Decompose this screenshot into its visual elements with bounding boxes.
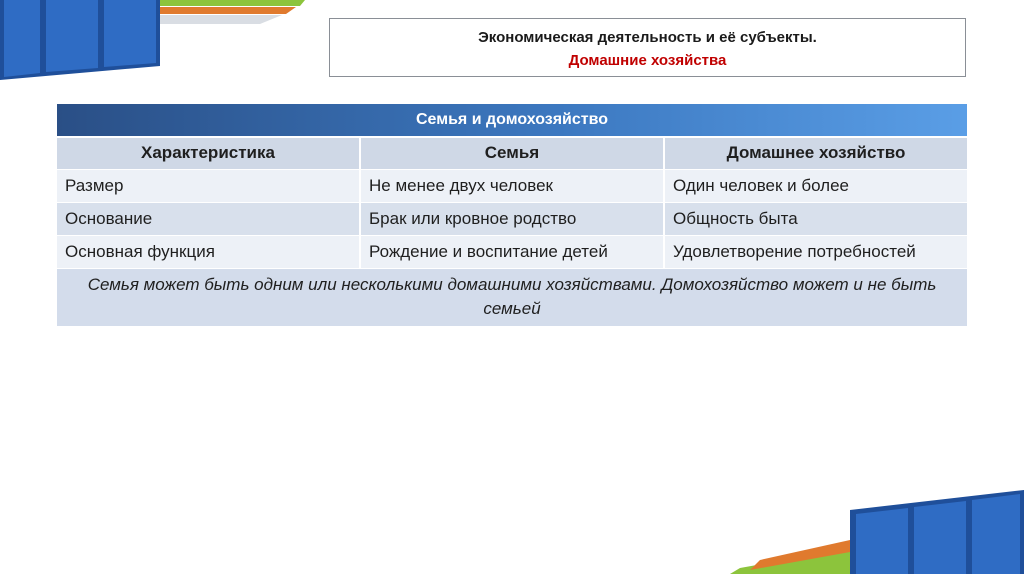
- table-header-row: [57, 137, 967, 169]
- decorative-panels-bottom-right: [700, 488, 1024, 574]
- slide-title-box: [329, 18, 966, 77]
- slide-subtitle: Домашние хозяйства: [568, 52, 727, 69]
- column-header: Домашнее хозяйство: [664, 137, 967, 169]
- table-cell: Удовлетворение потребностей: [664, 235, 967, 268]
- table-banner: Семья и домохозяйство: [57, 104, 967, 137]
- table-cell: Не менее двух человек: [360, 169, 664, 202]
- table-cell: Один человек и более: [664, 169, 967, 202]
- slide-title: Экономическая деятельность и её субъекты.: [478, 29, 817, 46]
- table-cell: Основание: [57, 202, 360, 235]
- table-cell: Основная функция: [57, 235, 360, 268]
- table-cell: Рождение и воспитание детей: [360, 235, 664, 268]
- comparison-table: [57, 104, 967, 326]
- table-cell: Общность быта: [664, 202, 967, 235]
- decorative-panels-top-left: [0, 0, 310, 82]
- table-note-row: [57, 268, 967, 326]
- table-banner-row: [57, 104, 967, 137]
- table-cell: Брак или кровное родство: [360, 202, 664, 235]
- table-cell: Размер: [57, 169, 360, 202]
- table-note: Семья может быть одним или несколькими домашними хозяйствами. Домохозяйство может и не быть семьей: [57, 268, 967, 326]
- table-row: [57, 169, 967, 202]
- table-row: [57, 202, 967, 235]
- column-header: Семья: [360, 137, 664, 169]
- table-row: [57, 235, 967, 268]
- column-header: Характеристика: [57, 137, 360, 169]
